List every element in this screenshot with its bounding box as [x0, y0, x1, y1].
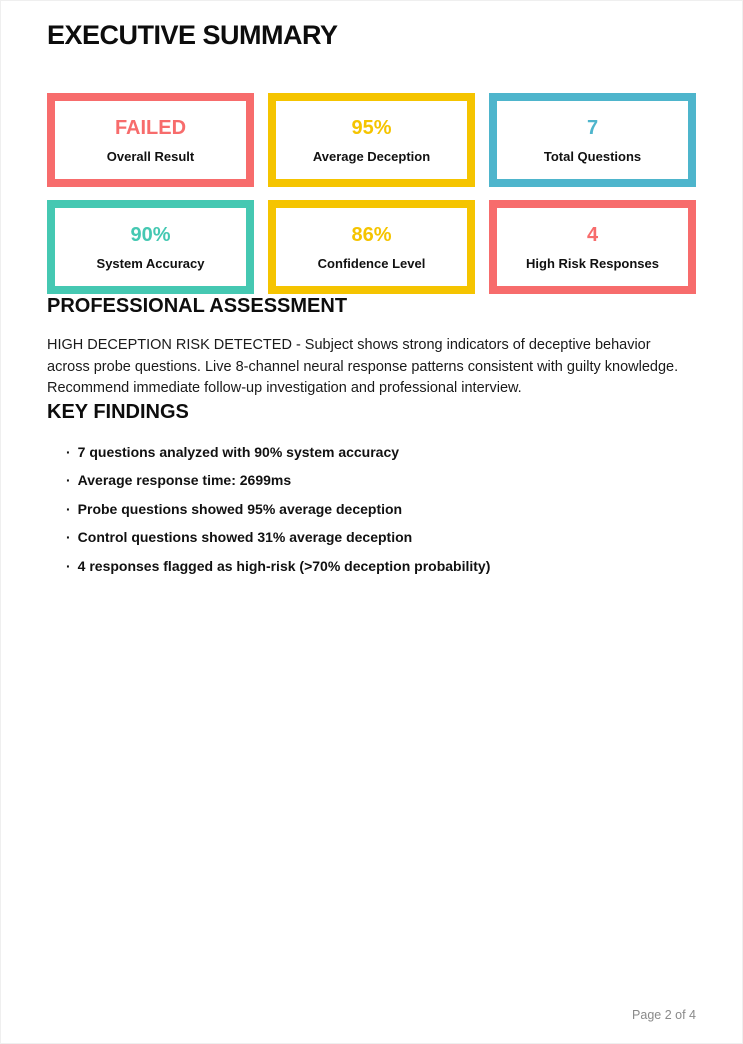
stat-label-average-deception: Average Deception [312, 148, 431, 164]
finding-text: Probe questions showed 95% average deception [77, 500, 403, 517]
bullet-dot: · [66, 472, 71, 489]
stat-value-system-accuracy: 90% [130, 223, 171, 246]
stat-card-high-risk-responses [489, 200, 696, 294]
finding-text: Control questions showed 31% average deception [77, 529, 413, 546]
stat-label-total-questions: Total Questions [543, 148, 642, 164]
stat-card-confidence-level [268, 200, 475, 294]
stat-card-average-deception [268, 93, 475, 187]
page-title: EXECUTIVE SUMMARY [47, 20, 338, 50]
stat-value-confidence-level: 86% [351, 223, 392, 246]
stat-label-high-risk-responses: High Risk Responses [526, 255, 659, 271]
stat-card-total-questions [489, 93, 696, 187]
key-findings-list [47, 443, 696, 576]
stat-label-overall-result: Overall Result [106, 148, 195, 164]
assessment-heading: PROFESSIONAL ASSESSMENT [47, 295, 348, 318]
assessment-body: HIGH DECEPTION RISK DETECTED - Subject shows strong indicators of deceptive behavior across probe questions. Live 8-channel neural response patterns consistent with guilty knowledge. Recommend immediate follow-up investigation and professional interview. [47, 337, 679, 397]
finding-item [66, 500, 696, 519]
bullet-dot: · [66, 443, 71, 460]
stat-cards-grid [47, 93, 696, 294]
finding-text: Average response time: 2699ms [77, 472, 292, 489]
bullet-dot: · [66, 529, 71, 546]
bullet-dot: · [66, 500, 71, 517]
finding-text: 4 responses flagged as high-risk (>70% deception probability) [77, 557, 491, 574]
finding-item [66, 528, 696, 547]
finding-item [66, 557, 696, 576]
finding-item [66, 443, 696, 462]
finding-item [66, 471, 696, 490]
stat-card-system-accuracy [47, 200, 254, 294]
finding-text: 7 questions analyzed with 90% system accuracy [77, 443, 400, 460]
key-findings-heading: KEY FINDINGS [47, 400, 189, 423]
bullet-dot: · [66, 557, 71, 574]
stat-label-confidence-level: Confidence Level [317, 255, 426, 271]
stat-value-average-deception: 95% [351, 116, 392, 139]
stat-card-overall-result [47, 93, 254, 187]
stat-value-total-questions: 7 [586, 116, 599, 139]
stat-value-overall-result: FAILED [114, 116, 187, 139]
stat-value-high-risk-responses: 4 [586, 223, 599, 246]
stat-label-system-accuracy: System Accuracy [96, 255, 205, 271]
page-number: Page 2 of 4 [632, 1007, 696, 1022]
